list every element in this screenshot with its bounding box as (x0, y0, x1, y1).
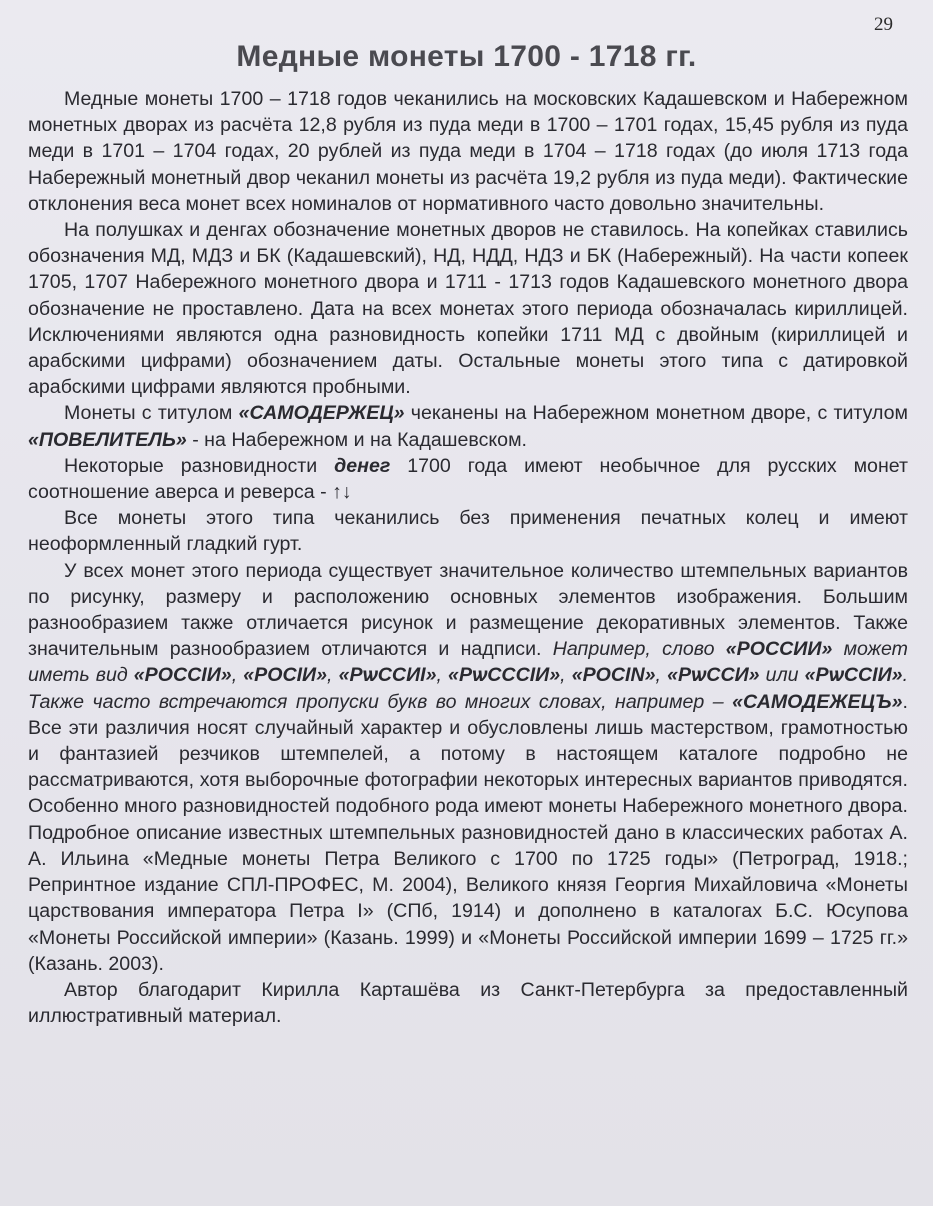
variant-word: «РОССИИ» (725, 638, 833, 661)
text-run: 1700 года имеют необычное для русских монет соотношение аверса и реверса - ↑↓ (28, 454, 908, 504)
paragraph-5: Все монеты этого типа чеканились без применения печатных колец и имеют неоформленный гладкий гурт. (28, 507, 908, 556)
paragraph-2: На полушках и денгах обозначение монетных дворов не ставилось. На копейках ставились обозначения МД, МДЗ и БК (Кадашевский), НД, НДД, НДЗ и БК (Набережный). На части копеек 1705, 1707 Набережного монетного двора и 1711 - 1713 годов Кадашевского монетного двора обозначение не проставлено. Дата на всех монетах этого периода обозначалась кириллицей. Исключениями являются одна разновидность копейки 1711 МД с двойным (кириллицей и арабскими цифрами) обозначением даты. Остальные монеты этого типа с датировкой арабскими цифрами являются пробными. (28, 219, 908, 399)
italic-run: или (759, 664, 805, 687)
text-run: - на Набережном и на Кадашевском. (186, 428, 527, 451)
variant-word: «РОСIИ» (243, 664, 328, 687)
page-number: 29 (874, 14, 893, 35)
variant-word: «РѡССИ» (667, 664, 760, 687)
paragraph-3 (28, 400, 908, 452)
emphasis-title-samoderzhets: «САМОДЕРЖЕЦ» (238, 402, 405, 425)
emphasis-denga: денег (334, 454, 391, 477)
page-title: Медные монеты 1700 - 1718 гг. (236, 40, 697, 73)
variant-word: «РѡССИI» (338, 664, 437, 687)
italic-run: Например, слово (552, 638, 726, 661)
italic-run: может иметь вид (28, 638, 908, 687)
paragraph-6 (28, 558, 908, 977)
paragraph-7: Автор благодарит Кирилла Карташёва из Санкт-Петербурга за предоставленный иллюстративный материал. (28, 978, 908, 1028)
text-run: У всех монет этого периода существует значительное количество штемпельных вариантов по рисунку, размеру и расположению основных элементов изображения. Большим разнообразием также отличается рисунок и размещение декоративных элементов. Также значительным разнообразием отличаются и надписи. (28, 559, 908, 661)
variant-word: «РѡССIИ» (804, 664, 903, 687)
text-run: . Все эти различия носят случайный характер и обусловлены лишь мастерством, грамотностью и фантазией резчиков штемпелей, а потому в настоящем каталоге подробно не рассматриваются, хотя выборочные фотографии некоторых интересных вариантов приводятся. Особенно много разновидностей подобного рода имеют монеты Набережного монетного двора. Подробное описание известных штемпельных разновидностей дано в классических работах А. А. Ильина «Медные монеты Петра Великого с 1700 по 1725 годы» (Петроград, 1918.; Репринтное издание СПЛ-ПРОФЕС, М. 2004), Великого князя Георгия Михайловича «Монеты царствования императора Петра I» (СПб, 1914) и дополнено в каталогах Б.С. Юсупова «Монеты Российской империи» (Казань. 1999) и «Монеты Российской империи 1699 – 1725 гг.» (Казань. 2003). (28, 690, 908, 975)
paragraph-1: Медные монеты 1700 – 1718 годов чеканились на московских Кадашевском и Набережном монетных дворах из расчёта 12,8 рубля из пуда меди в 1700 – 1701 годах, 15,45 рубля из пуда меди в 1701 – 1704 годах, 20 рублей из пуда меди в 1704 – 1718 годах (до июля 1713 года Набережный монетный двор чеканил монеты из расчёта 19,2 рубля из пуда меди). Фактические отклонения веса монет всех номиналов от нормативного часто довольно значительны. (28, 88, 908, 215)
paragraph-4 (28, 453, 908, 505)
variant-word: «РѡСССIИ» (448, 664, 561, 687)
text-run: чеканены на Набережном монетном дворе, с титулом (404, 402, 908, 425)
variant-word: «САМОДЕЖЕЦЪ» (732, 690, 903, 713)
text-run: Некоторые разновидности (64, 454, 335, 477)
italic-run: , (560, 664, 572, 687)
italic-run: , (436, 664, 449, 687)
italic-run: , (655, 664, 668, 687)
italic-run: . Также часто встречаются пропуски букв во многих словах, например – (28, 664, 909, 713)
emphasis-title-povelitel: «ПОВЕЛИТЕЛЬ» (28, 428, 187, 451)
document-body (28, 86, 908, 1029)
text-run: Монеты с титулом (64, 402, 239, 425)
variant-word: «РОССIИ» (133, 664, 232, 687)
italic-run: , (327, 664, 339, 687)
variant-word: «РОСIN» (571, 664, 656, 687)
italic-run: , (231, 664, 244, 687)
